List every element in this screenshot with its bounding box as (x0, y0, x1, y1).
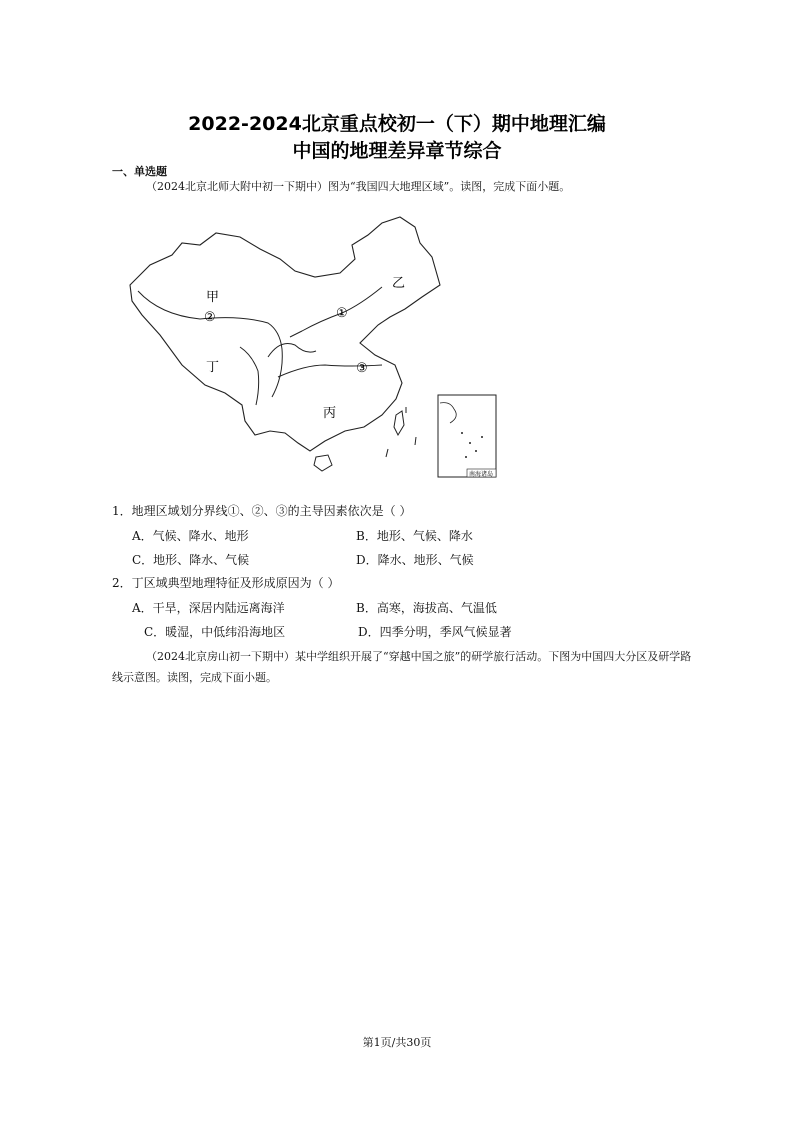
inset-island (461, 432, 463, 434)
page-title-line2: 中国的地理差异章节综合 (292, 140, 502, 162)
south-china-sea-inset (438, 395, 496, 477)
intro-paragraph-2: （2024北京房山初一下期中）某中学组织开展了“穿越中国之旅”的研学旅行活动。下图为中国四大分区及研学路线示意图。读图，完成下面小题。 (112, 650, 692, 684)
question-1-option-b: B．地形、气候、降水 (356, 529, 473, 543)
china-outline (130, 217, 440, 451)
question-2-stem: 2．丁区域典型地理特征及形成原因为（ ） (112, 576, 340, 590)
line-label-3: ③ (356, 361, 368, 376)
question-2-option-b: B．高寒，海拔高、气温低 (356, 601, 497, 615)
question-2-option-c: C．暖湿，中低纬沿海地区 (144, 625, 286, 639)
inset-island (481, 436, 483, 438)
region-label-jia: 甲 (206, 290, 220, 305)
line-label-2: ② (204, 310, 216, 325)
inset-island (475, 450, 477, 452)
section-label: 一、单选题 (112, 165, 167, 178)
boundary-line-2 (138, 291, 282, 397)
region-label-bing: 丙 (323, 406, 337, 421)
question-1-option-d: D．降水、地形、气候 (356, 553, 474, 567)
china-regions-map (120, 205, 510, 485)
question-2-option-d: D．四季分明，季风气候显著 (358, 625, 512, 639)
line-label-1: ① (336, 306, 348, 321)
region-label-ding: 丁 (206, 360, 220, 375)
inset-label: 南海诸岛 (469, 471, 494, 478)
question-1-option-c: C．地形、降水、气候 (132, 553, 250, 567)
taiwan-island (394, 411, 404, 435)
river-line (268, 344, 316, 358)
plateau-boundary (240, 347, 259, 405)
island-mark (386, 449, 388, 457)
hainan-island (314, 455, 332, 471)
intro-paragraph-1: （2024北京北师大附中初一下期中）图为“我国四大地理区域”。读图，完成下面小题。 (146, 180, 571, 193)
inset-island (469, 442, 471, 444)
island-mark (415, 437, 416, 445)
inset-island (465, 456, 467, 458)
question-1-stem: 1．地理区域划分界线①、②、③的主导因素依次是（ ） (112, 504, 412, 518)
question-2-option-a: A．干旱，深居内陆远离海洋 (132, 601, 285, 615)
page-footer: 第1页/共30页 (362, 1036, 432, 1049)
page-title-line1: 2022-2024北京重点校初一（下）期中地理汇编 (188, 113, 606, 135)
question-1-option-a: A．气候、降水、地形 (132, 529, 249, 543)
region-label-yi: 乙 (392, 276, 406, 291)
